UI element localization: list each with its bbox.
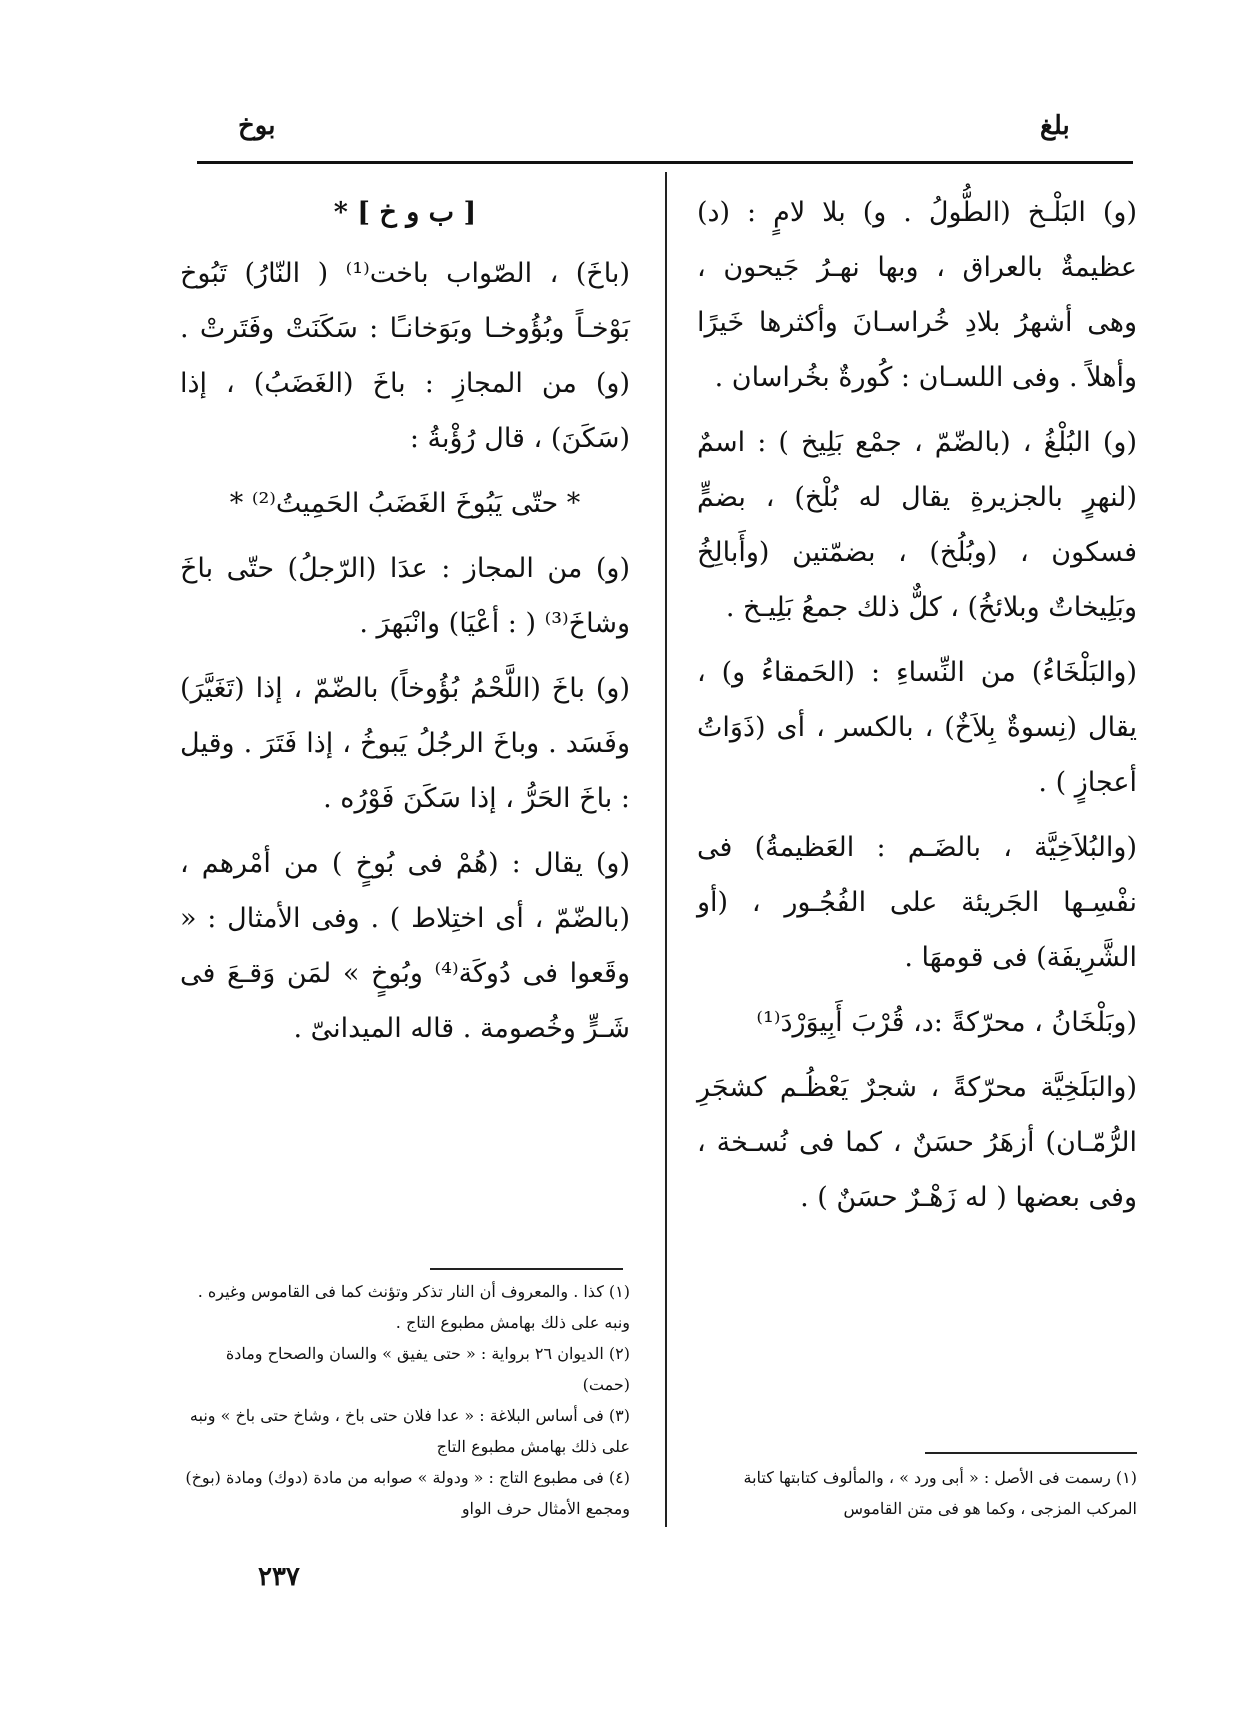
footnotes-left (180, 1276, 630, 1524)
entry-paragraph: (و) يقال : (هُمْ فى بُوخٍ ) من أمْرهم ، (بالضّمّ ، أى اختِلاط ) . وفى الأمثال : « وقَعوا فى دُوكَة⁽⁴⁾ وبُوخٍ » لمَن وَقـعَ فى شَـرٍّ وخُصومة . قاله الميدانىّ . (180, 848, 630, 1044)
footnote-rule-left (430, 1268, 623, 1270)
footnote-rule-right (925, 1452, 1137, 1454)
verse-line: * حتّى يَبُوخَ الغَضَبُ الحَمِيتُ⁽²⁾ * (229, 488, 581, 519)
entry-paragraph: (و) البَلْـخ (الطُّولُ . و) بلا لامٍ : (د) عظيمةٌ بالعراق ، وبها نهـرُ جَيحون ، وهى أشهرُ بلادِ خُراسـانَ وأكثرها خَيرًا وأهلاً . وفى اللسـان : كُورةٌ بخُراسان . (697, 197, 1137, 393)
entry-paragraph: (والبَلْخَاءُ) من النِّساءِ : (الحَمقاءُ و) ، يقال (نِسوةٌ بِلاَخٌ) ، بالكسر ، أى (ذَوَاتُ أعجازٍ ) . (697, 657, 1137, 798)
entry-paragraph: (و) من المجاز : عدَا (الرّجلُ) حتّى باخَ وشاخَ⁽³⁾ ( : أعْيَا) وانْبَهرَ . (180, 553, 630, 639)
entry-paragraph: (و) باخَ (اللَّحْمُ بُؤُوخاً) بالضّمّ ، إذا (تَغَيَّرَ) وفَسَد . وباخَ الرجُلُ يَبوخُ ، إذا فَتَرَ . وقيل : باخَ الحَرُّ ، إذا سَكَنَ فَوْرُه . (180, 673, 630, 814)
header-rule (197, 161, 1133, 164)
entry-paragraph: (و) البُلْغُ ، (بالضّمّ ، جمْع بَلِيخ ) : اسمٌ (لنهرٍ بالجزيرةِ يقال له بُلْخ) ، بضمٍّ فسكون ، (وبُلُخ) ، بضمّتين (وأَبالِخُ وبَلِيخاتٌ وبلائخُ) ، كلٌّ ذلك جمعُ بَلِيـخ . (697, 427, 1137, 623)
entry-paragraph: (باخَ) ، الصّواب باخت⁽¹⁾ ( النّارُ) تَبُوخ بَوْخـاً وبُؤُوخـا وبَوَخانـًا : سَكَنَتْ وفَتَرتْ . (و) من المجازِ : باخَ (الغَضَبُ) ، إذا (سَكَنَ) ، قال رُؤْبةُ : (180, 258, 630, 454)
right-column (697, 185, 1137, 1235)
left-column (180, 185, 630, 1066)
entry-title: [ ب و خ ] * (333, 197, 477, 228)
footnote: (١) رسمت فى الأصل : « أبى ورد » ، والمألوف كتابتها كتابة المركب المزجى ، وكما هو فى متن القاموس (743, 1468, 1137, 1518)
page-number: ٢٣٧ (258, 1562, 300, 1592)
footnote: (٣) فى أساس البلاغة : « عدا فلان حتى باخ ، وشاخ حتى باخ » ونبه على ذلك بهامش مطبوع التاج (189, 1406, 630, 1456)
entry-paragraph: (والبَلَخِيَّة محرّكةً ، شجرٌ يَعْظُـم كشجَرِ الرُّمّـان) أزهَرُ حسَنٌ ، كما فى نُسـخة ، وفى بعضها ( له زَهْـرٌ حسَنٌ ) . (697, 1072, 1137, 1213)
entry-paragraph: (وبَلْخَانُ ، محرّكةً :د، قُرْبَ أَبِيوَرْدَ⁽¹⁾ (756, 1007, 1137, 1038)
footnote: (١) كذا . والمعروف أن النار تذكر وتؤنث كما فى القاموس وغيره . ونبه على ذلك بهامش مطبوع التاج . (197, 1282, 630, 1332)
footnotes-right (697, 1462, 1137, 1524)
column-divider (665, 172, 667, 1527)
running-header-right: بلغ (1040, 111, 1070, 141)
footnote: (٤) فى مطبوع التاج : « ودولة » صوابه من مادة (دوك) ومادة (بوخ) ومجمع الأمثال حرف الواو (185, 1468, 630, 1518)
entry-paragraph: (والبُلاَخِيَّة ، بالضَـم : العَظيمةُ) فى نفْسِـها الجَريئة على الفُجُـور ، (أو الشَّرِيفَة) فى قومهَا . (697, 832, 1137, 973)
footnote: (٢) الديوان ٢٦ برواية : « حتى يفيق » والسان والصحاح ومادة (حمت) (225, 1344, 630, 1394)
running-header-left: بوخ (238, 111, 276, 141)
